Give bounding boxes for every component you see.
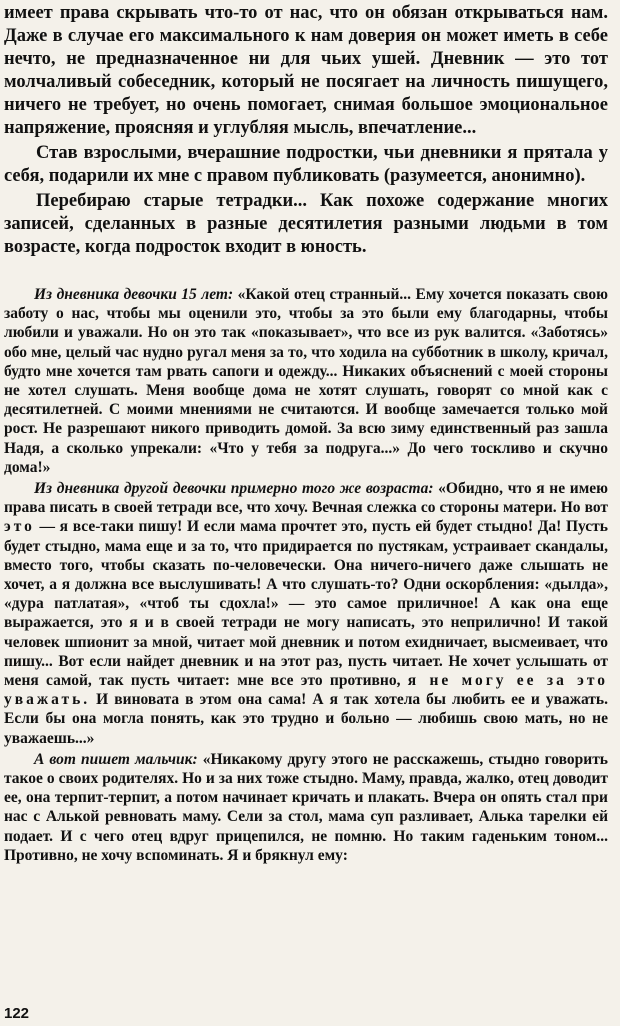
excerpt-text: — я все-таки пишу! И если мама прочтет это, пусть ей будет стыдно! Да! Пусть будет стыдно, мама еще и за то, что придирается по пустякам, устраивает скандалы, вместо того, чтобы сказать по-человечески. Она ничего-ничего даже слышать не хочет, а я должна все выслушивать! А что слушать-то? Одни оскорбления: «дылда», «дура патлатая», «чтоб ты сдохла!» — это самое приличное! А как она еще выражается, это я и в своей тетради не могу написать, это неприлично! И такой человек шпионит за мной, читает мой дневник и потом ехидничает, высмеивает, что пишу... Вот если найдет дневник и на этот раз, пусть читает. Не хочет услышать от меня самой, так пусть читает: мне все это противно, <box>4 518 608 690</box>
diary-excerpt-girl-15 <box>4 285 608 477</box>
diary-excerpts <box>4 285 608 865</box>
excerpt-lead: А вот пишет мальчик: <box>34 750 198 768</box>
excerpt-emphasis: это <box>4 518 35 536</box>
excerpt-lead: Из дневника девочки 15 лет: <box>34 286 234 303</box>
intro-paragraph-3: Перебираю старые тетрадки... Как похоже содержание многих записей, сделанных в разные десятилетия разными людьми в том возрасте, когда подросток входит в юность. <box>4 191 608 257</box>
excerpt-text: И виновата в этом она сама! А я так хотела бы любить ее и уважать. Если бы она могла понять, как это трудно и больно — любишь свою мать, но не уважаешь...» <box>4 691 608 747</box>
excerpt-lead: Из дневника другой девочки примерно того же возраста: <box>34 480 434 498</box>
excerpt-text: «Какой отец странный... Ему хочется показать свою заботу о нас, чтобы мы оценили это, чтобы за это были ему благодарны, чтобы любили и уважали. Но он это так «показывает», что все из рук валится. «Заботясь» обо мне, целый час нудно ругал меня за то, что ходила на субботник в школу, кричал, будто мне хочется там рвать сапоги и одежду... Никаких объяснений с моей стороны не хотел слушать. Меня вообще дома не хотят слушать, говорят со мной как с десятилетней. С моими мнениями не считаются. И вообще замечается только мой рост. Не разрешают никого приводить домой. За всю зиму единственный раз зашла Надя, а сколько упрекали: «Что у тебя за подруга...» До чего тоскливо и скучно дома!» <box>4 286 608 476</box>
diary-excerpt-other-girl <box>4 479 608 748</box>
excerpt-emphasis: я не могу ее за это уважать. <box>4 672 609 709</box>
excerpt-text: «Никакому другу этого не расскажешь, стыдно говорить такое о своих родителях. Но и за них тоже стыдно. Маму, правда, жалко, отец доводит ее, она терпит-терпит, а потом начинает кричать и плакать. Вчера он опять стал при нас с Алькой ревновать маму. Сели за стол, мама суп разливает, Алька тарелки ей подает. И с чего отец вдруг прицепился, не помню. Но таким гаденьким тоном... Противно, не хочу вспоминать. Я и брякнул ему: <box>4 750 609 864</box>
intro-section <box>4 2 608 259</box>
excerpt-text: «Обидно, что я не имею права писать в своей тетради все, что хочу. Вечная слежка со стороны матери. Но вот <box>4 480 608 517</box>
intro-paragraph-2: Став взрослыми, вчерашние подростки, чьи дневники я прятала у себя, подарили их мне с правом публиковать (разумеется, анонимно). <box>4 143 608 186</box>
page-number: 122 <box>4 1005 30 1022</box>
intro-paragraph-1: имеет права скрывать что-то от нас, что он обязан открываться нам. Даже в случае его максимального к нам доверия он может иметь в себе нечто, не предназначенное ни для чьих ушей. Дневник — это тот молчаливый собеседник, который не посягает на личность пишущего, ничего не требует, но очень помогает, снимая большое эмоциональное напряжение, проясняя и углубляя мысль, впечатление... <box>4 3 608 138</box>
diary-excerpt-boy <box>4 750 608 865</box>
